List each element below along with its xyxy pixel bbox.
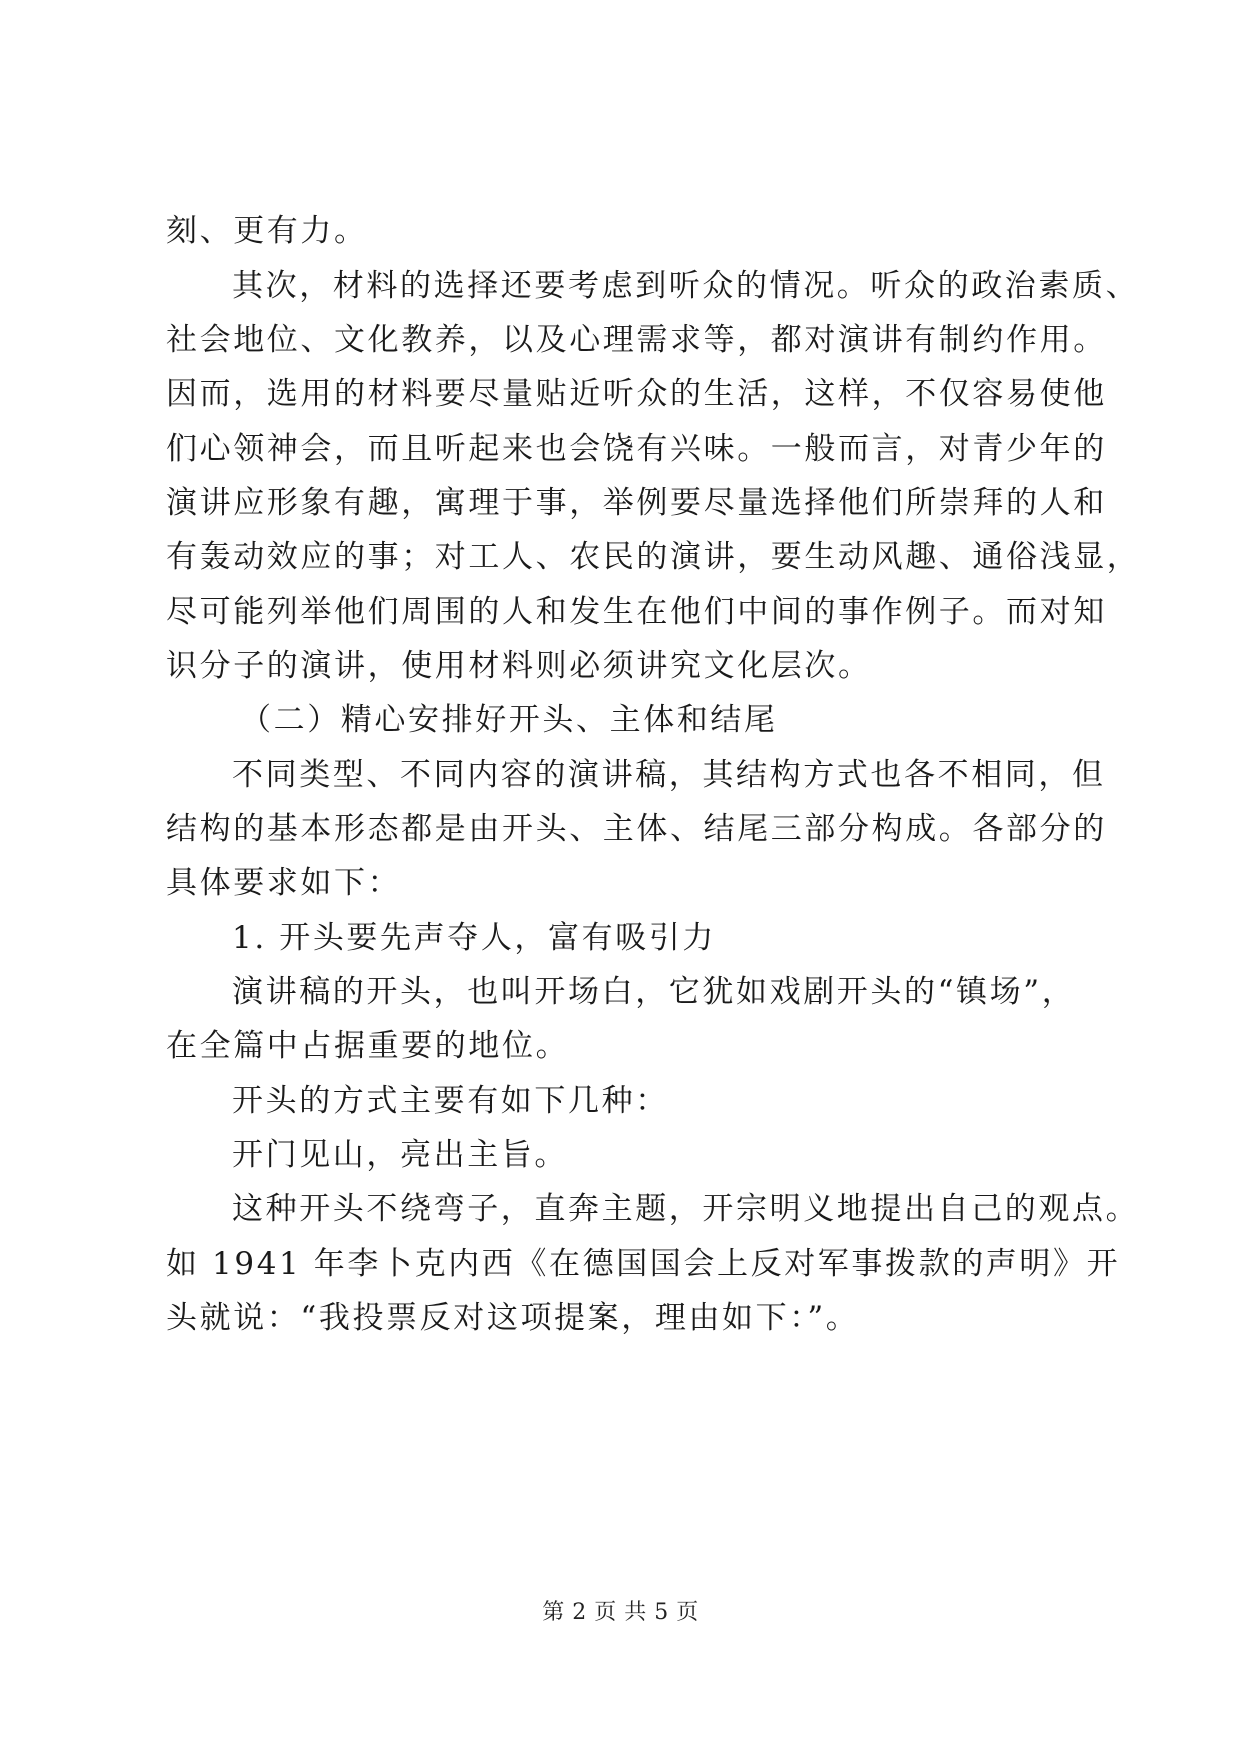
text-line: 因而，选用的材料要尽量贴近听众的生活，这样，不仅容易使他 xyxy=(166,376,1107,412)
text-line: 头就说：“我投票反对这项提案，理由如下：”。 xyxy=(166,1300,860,1336)
text-line: 具体要求如下： xyxy=(166,865,402,901)
text-line: 尽可能列举他们周围的人和发生在他们中间的事作例子。而对知 xyxy=(166,594,1107,630)
text-line: 识分子的演讲，使用材料则必须讲究文化层次。 xyxy=(166,648,872,684)
text-line: 结构的基本形态都是由开头、主体、结尾三部分构成。各部分的 xyxy=(166,811,1107,847)
text-line: 们心领神会，而且听起来也会饶有兴味。一般而言，对青少年的 xyxy=(166,431,1107,467)
paragraph-start: 演讲稿的开头，也叫开场白，它犹如戏剧开头的“镇场”， xyxy=(232,974,1076,1010)
text-line: 在全篇中占据重要的地位。 xyxy=(166,1028,570,1064)
text-line: 如 1941 年李卜克内西《在德国国会上反对军事拨款的声明》开 xyxy=(166,1246,1121,1282)
section-heading: （二）精心安排好开头、主体和结尾 xyxy=(240,702,778,738)
text-line: 社会地位、文化教养，以及心理需求等，都对演讲有制约作用。 xyxy=(166,322,1107,358)
paragraph-start: 不同类型、不同内容的演讲稿，其结构方式也各不相同，但 xyxy=(232,757,1106,793)
text-line: 有轰动效应的事；对工人、农民的演讲，要生动风趣、通俗浅显， xyxy=(166,539,1141,575)
subsection-heading: 1. 开头要先声夺人，富有吸引力 xyxy=(232,920,717,956)
paragraph-start: 开门见山，亮出主旨。 xyxy=(232,1137,568,1173)
paragraph-start: 这种开头不绕弯子，直奔主题，开宗明义地提出自己的观点。 xyxy=(232,1191,1140,1227)
paragraph-start: 开头的方式主要有如下几种： xyxy=(232,1083,669,1119)
text-line: 刻、更有力。 xyxy=(166,213,368,249)
text-line: 演讲应形象有趣，寓理于事，举例要尽量选择他们所崇拜的人和 xyxy=(166,485,1107,521)
page-footer: 第 2 页 共 5 页 xyxy=(542,1600,699,1625)
paragraph-start: 其次，材料的选择还要考虑到听众的情况。听众的政治素质、 xyxy=(232,268,1140,304)
